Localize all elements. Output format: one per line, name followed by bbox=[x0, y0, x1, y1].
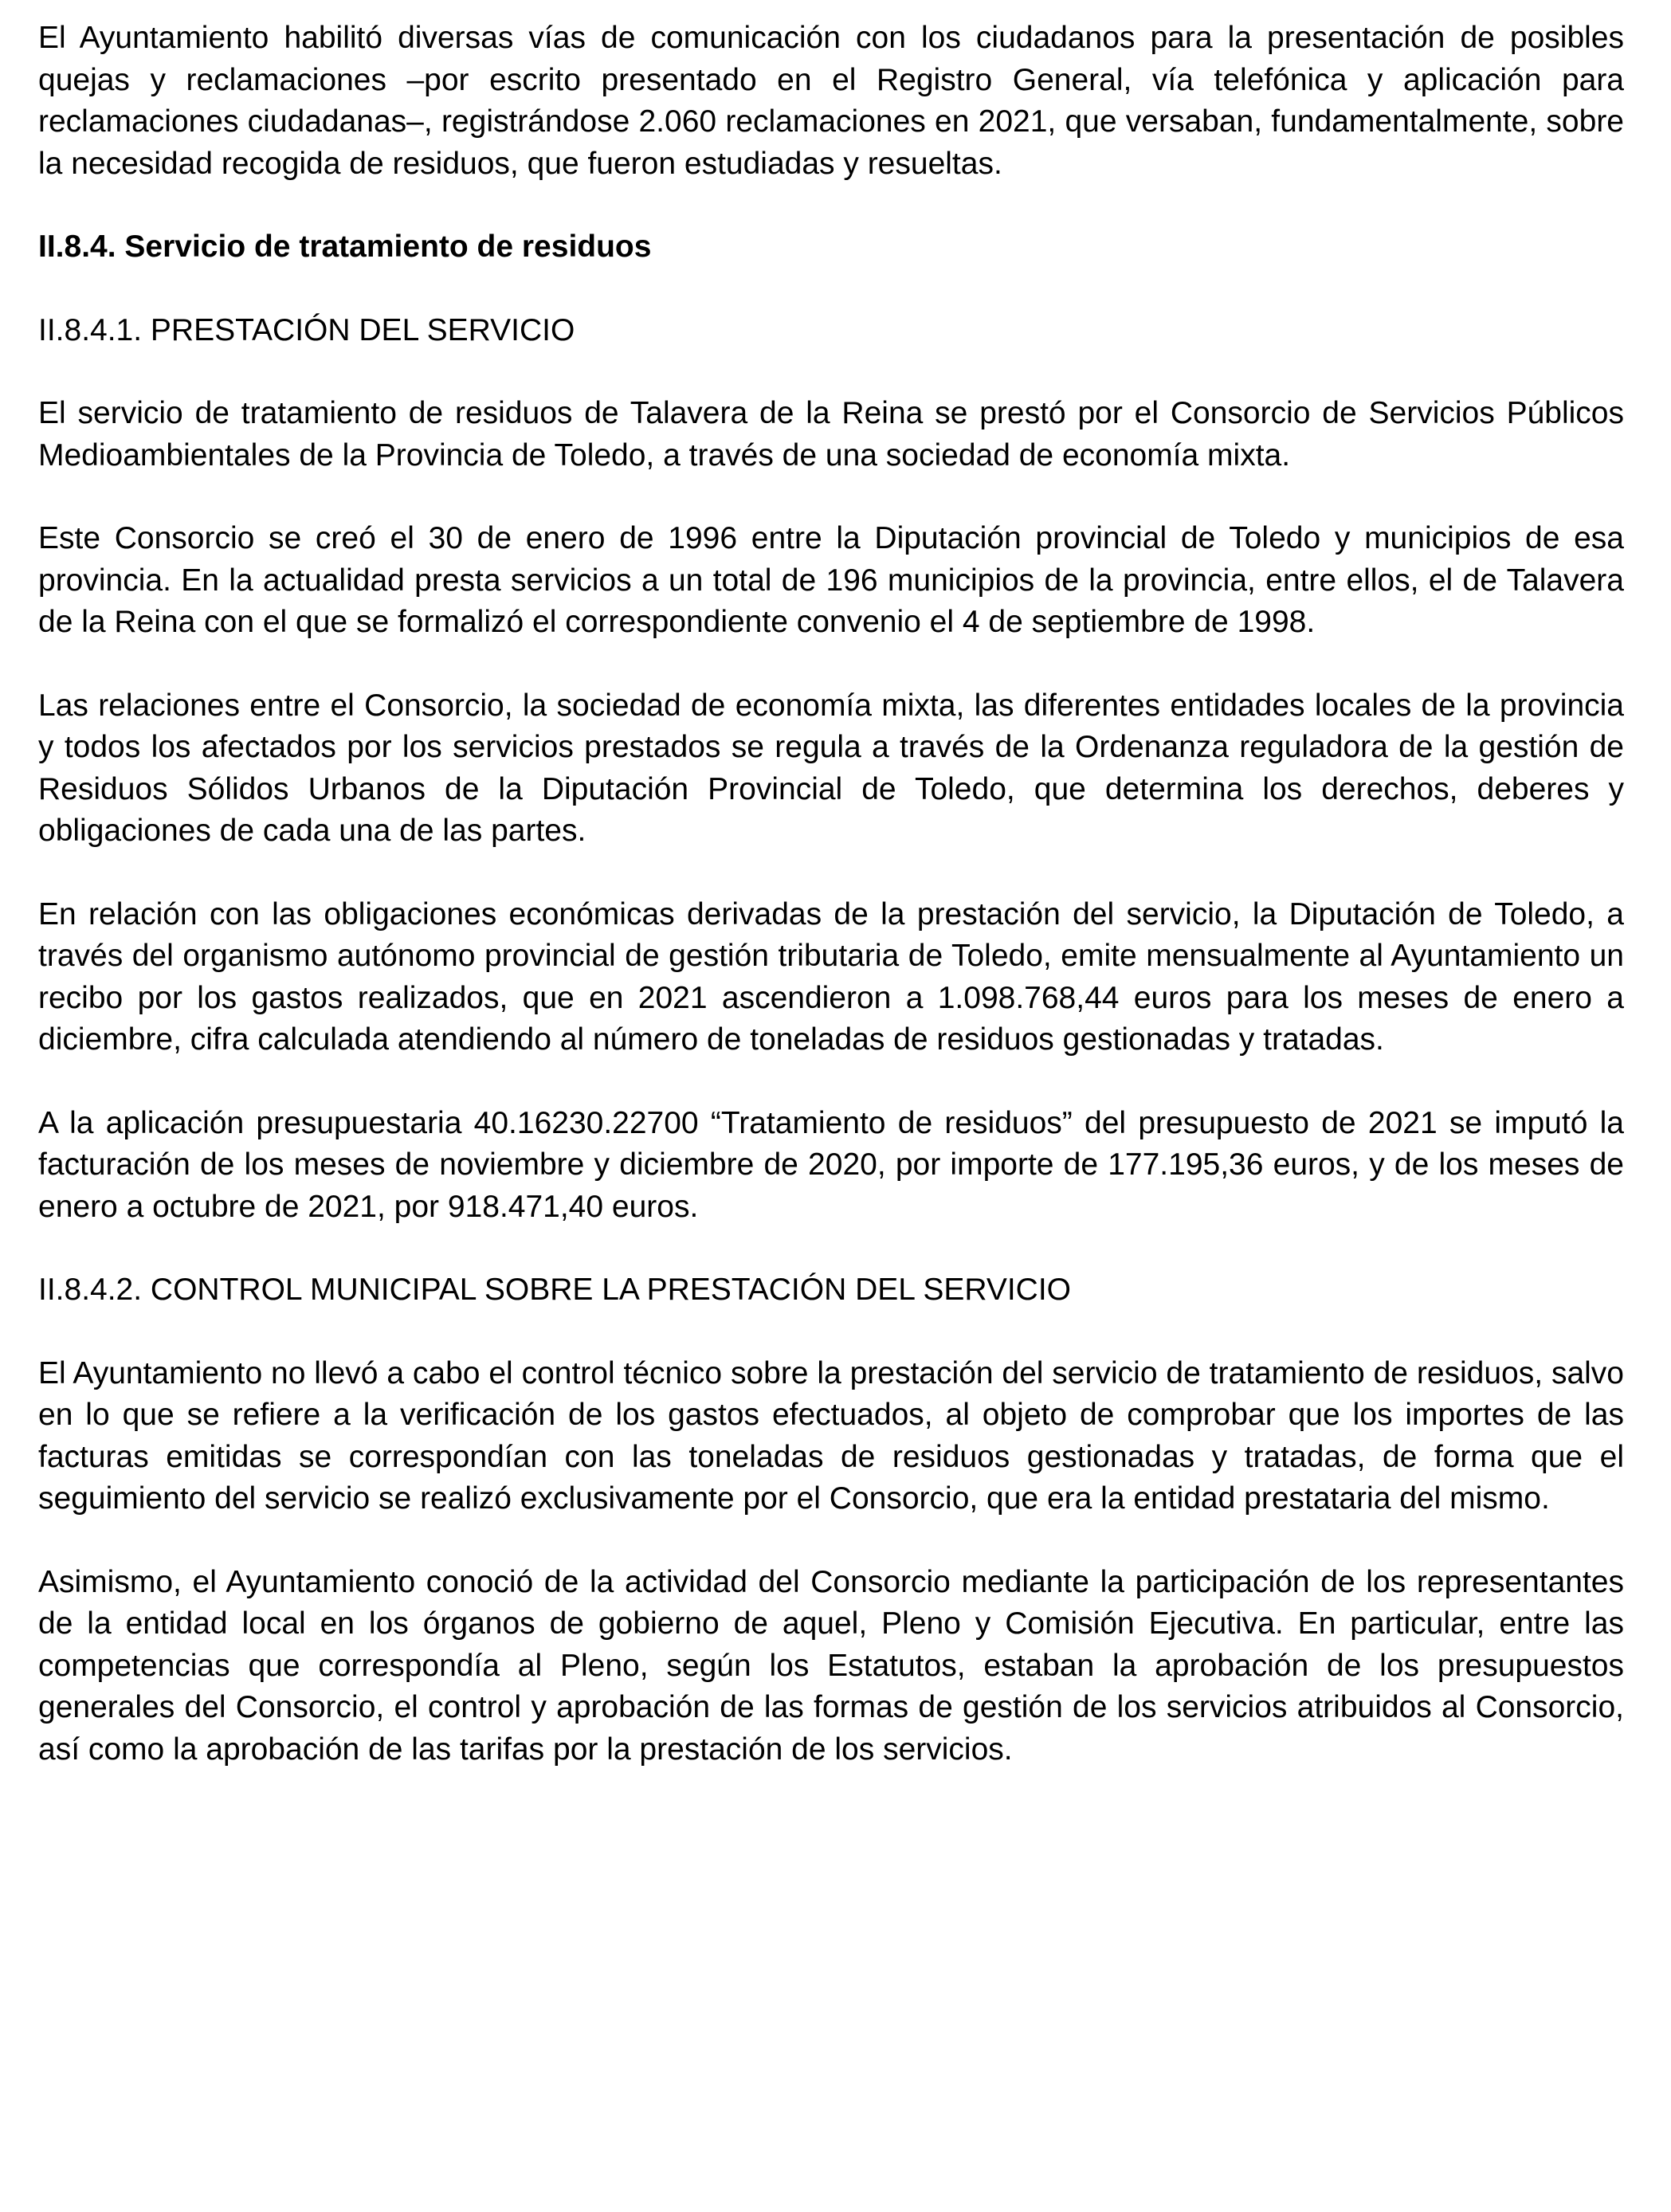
document-page bbox=[38, 18, 1624, 1771]
subsection-heading-prestacion: II.8.4.1. PRESTACIÓN DEL SERVICIO bbox=[38, 312, 575, 347]
paragraph-relaciones: Las relaciones entre el Consorcio, la sociedad de economía mixta, las diferentes entidades locales de la provincia y todos los afectados por los servicios prestados se regula a través de la Ordenanza reguladora de la gestión de Residuos Sólidos Urbanos de la Diputación Provincial de Toledo, que determina los derechos, deberes y obligaciones de cada una de las partes. bbox=[38, 688, 1624, 848]
subsection-heading-control: II.8.4.2. CONTROL MUNICIPAL SOBRE LA PRESTACIÓN DEL SERVICIO bbox=[38, 1273, 1072, 1307]
paragraph-aplicacion-presupuestaria: A la aplicación presupuestaria 40.16230.22700 “Tratamiento de residuos” del presupuesto de 2021 se imputó la facturación de los meses de noviembre y diciembre de 2020, por importe de 177.195,36 euros, y de los meses de enero a octubre de 2021, por 918.471,40 euros. bbox=[38, 1105, 1624, 1224]
paragraph-actividad-consorcio: Asimismo, el Ayuntamiento conoció de la actividad del Consorcio mediante la participación de los representantes de la entidad local en los órganos de gobierno de aquel, Pleno y Comisión Ejecutiva. En particular, entre las competencias que correspondía al Pleno, según los Estatutos, estaban la aprobación de los presupuestos generales del Consorcio, el control y aprobación de las formas de gestión de los servicios atribuidos al Consorcio, así como la aprobación de las tarifas por la prestación de los servicios. bbox=[38, 1564, 1624, 1767]
section-heading: II.8.4. Servicio de tratamiento de residuos bbox=[38, 229, 652, 264]
paragraph-control-tecnico: El Ayuntamiento no llevó a cabo el control técnico sobre la prestación del servicio de tratamiento de residuos, salvo en lo que se refiere a la verificación de los gastos efectuados, al objeto de comprobar que los importes de las facturas emitidas se correspondían con las toneladas de residuos gestionadas y tratadas, de forma que el seguimiento del servicio se realizó exclusivamente por el Consorcio, que era la entidad prestataria del mismo. bbox=[38, 1355, 1624, 1516]
paragraph-servicio-tratamiento: El servicio de tratamiento de residuos de Talavera de la Reina se prestó por el Consorcio de Servicios Públicos Medioambientales de la Provincia de Toledo, a través de una sociedad de economía mixta. bbox=[38, 396, 1624, 473]
paragraph-obligaciones-economicas: En relación con las obligaciones económicas derivadas de la prestación del servicio, la Diputación de Toledo, a través del organismo autónomo provincial de gestión tributaria de Toledo, emite mensualmente al Ayuntamiento un recibo por los gastos realizados, que en 2021 ascendieron a 1.098.768,44 euros para los meses de enero a diciembre, cifra calculada atendiendo al número de toneladas de residuos gestionadas y tratadas. bbox=[38, 896, 1624, 1057]
paragraph-consorcio-creacion: Este Consorcio se creó el 30 de enero de 1996 entre la Diputación provincial de Toledo y municipios de esa provincia. En la actualidad presta servicios a un total de 196 municipios de la provincia, entre ellos, el de Talavera de la Reina con el que se formalizó el correspondiente convenio el 4 de septiembre de 1998. bbox=[38, 521, 1624, 639]
paragraph-reclamaciones: El Ayuntamiento habilitó diversas vías de comunicación con los ciudadanos para la presentación de posibles quejas y reclamaciones ‒por escrito presentado en el Registro General, vía telefónica y aplicación para reclamaciones ciudadanas‒, registrándose 2.060 reclamaciones en 2021, que versaban, fundamentalmente, sobre la necesidad recogida de residuos, que fueron estudiadas y resueltas. bbox=[38, 21, 1624, 181]
